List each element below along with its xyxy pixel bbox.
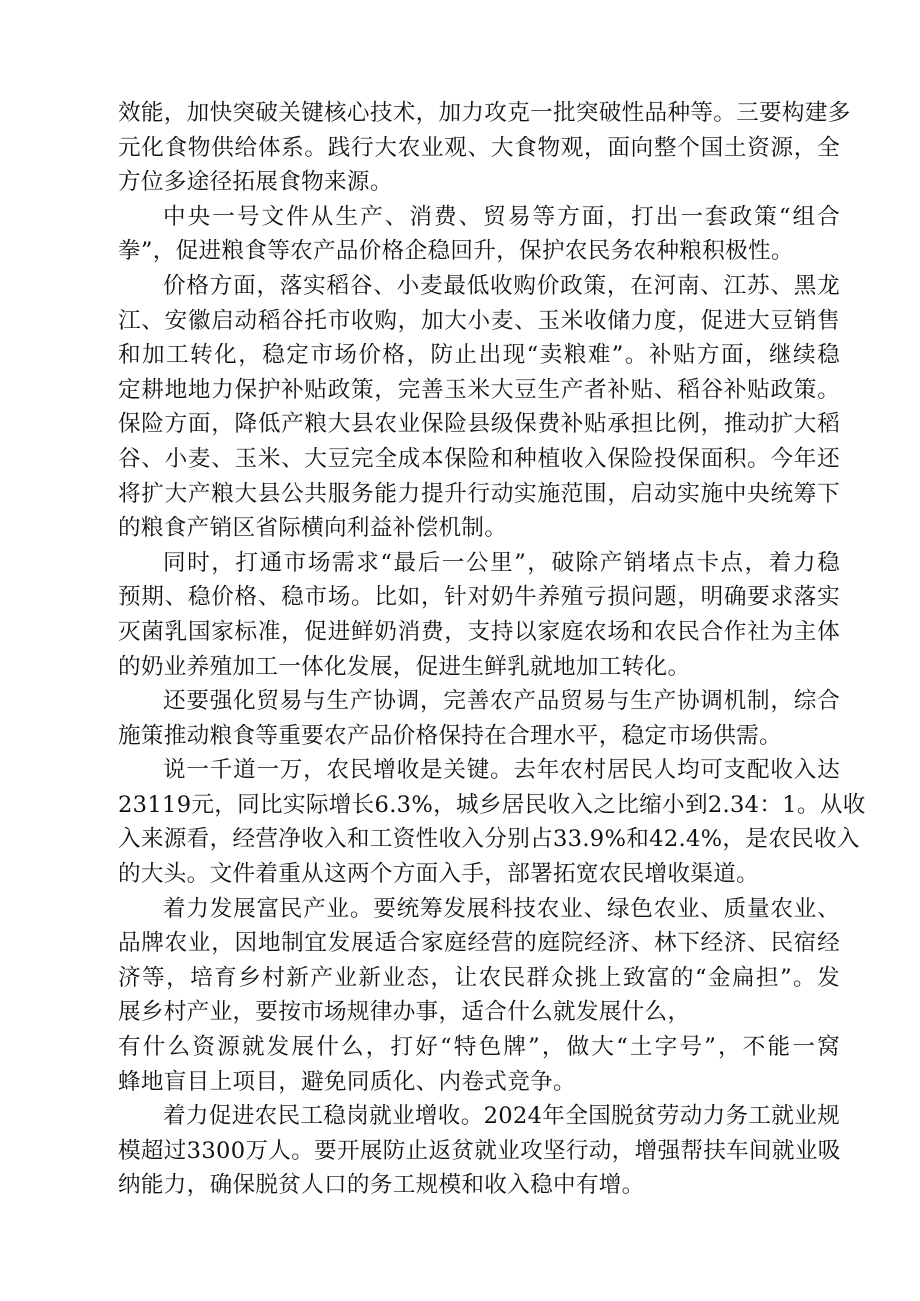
text-line: 施策推动粮食等重要农产品价格保持在合理水平，稳定市场供需。 <box>118 722 782 749</box>
text-line: 济等，培育乡村新产业新业态，让农民群众挑上致富的“金扁担”。发 <box>118 964 840 991</box>
text-line: 入来源看，经营净收入和工资性收入分别占33.9%和42.4%，是农民收入 <box>118 826 860 853</box>
text-line: 谷、小麦、玉米、大豆完全成本保险和种植收入保险投保面积。今年还 <box>118 445 840 472</box>
text-line: 灭菌乳国家标准，促进鲜奶消费，支持以家庭农场和农民合作社为主体 <box>118 618 840 645</box>
text-line: 元化食物供给体系。践行大农业观、大食物观，面向整个国土资源，全 <box>118 134 840 161</box>
text-line: 有什么资源就发展什么，打好“特色牌”，做大“土字号”，不能一窝 <box>118 1034 840 1061</box>
text-line: 展乡村产业，要按市场规律办事，适合什么就发展什么， <box>118 999 691 1026</box>
body-text <box>118 96 866 1203</box>
text-line: 的奶业养殖加工一体化发展，促进生鲜乳就地加工转化。 <box>118 653 691 680</box>
text-line: 模超过3300万人。要开展防止返贫就业攻坚行动，增强帮扶车间就业吸 <box>118 1137 841 1164</box>
text-line: 的粮食产销区省际横向利益补偿机制。 <box>118 515 508 542</box>
text-line: 定耕地地力保护补贴政策，完善玉米大豆生产者补贴、稻谷补贴政策。 <box>118 376 840 403</box>
text-line: 方位多途径拓展食物来源。 <box>118 169 393 196</box>
paragraph-start-line: 着力促进农民工稳岗就业增收。2024年全国脱贫劳动力务工就业规 <box>163 1103 840 1130</box>
paragraph-start-line: 说一千道一万，农民增收是关键。去年农村居民人均可支配收入达 <box>163 757 840 784</box>
text-line: 和加工转化，稳定市场价格，防止出现“卖粮难”。补贴方面，继续稳 <box>118 342 840 369</box>
text-line: 品牌农业，因地制宜发展适合家庭经营的庭院经济、林下经济、民宿经 <box>118 930 840 957</box>
text-line: 效能，加快突破关键核心技术，加力攻克一批突破性品种等。三要构建多 <box>118 100 851 126</box>
text-line: 保险方面，降低产粮大县农业保险县级保费补贴承担比例，推动扩大稻 <box>118 411 840 438</box>
paragraph-start-line: 还要强化贸易与生产协调，完善农产品贸易与生产协调机制，综合 <box>163 688 840 715</box>
paragraph-start-line: 价格方面，落实稻谷、小麦最低收购价政策，在河南、江苏、黑龙 <box>163 272 840 299</box>
paragraph-start-line: 中央一号文件从生产、消费、贸易等方面，打出一套政策“组合 <box>163 203 840 230</box>
text-line: 预期、稳价格、稳市场。比如，针对奶牛养殖亏损问题，明确要求落实 <box>118 584 840 611</box>
paragraph-start-line: 着力发展富民产业。要统筹发展科技农业、绿色农业、质量农业、 <box>163 895 840 922</box>
text-line: 的大头。文件着重从这两个方面入手，部署拓宽农民增收渠道。 <box>118 861 760 888</box>
text-line: 拳”，促进粮食等农产品价格企稳回升，保护农民务农种粮积极性。 <box>118 238 794 265</box>
text-line: 将扩大产粮大县公共服务能力提升行动实施范围，启动实施中央统筹下 <box>118 480 840 507</box>
text-line: 蜂地盲目上项目，避免同质化、内卷式竞争。 <box>118 1068 576 1095</box>
text-line: 江、安徽启动稻谷托市收购，加大小麦、玉米收储力度，促进大豆销售 <box>118 307 840 334</box>
paragraph-start-line: 同时，打通市场需求“最后一公里”，破除产销堵点卡点，着力稳 <box>163 549 840 576</box>
text-line: 23119元，同比实际增长6.3%，城乡居民收入之比缩小到2.34：1。从收 <box>118 791 866 818</box>
text-line: 纳能力，确保脱贫人口的务工规模和收入稳中有增。 <box>118 1172 645 1199</box>
